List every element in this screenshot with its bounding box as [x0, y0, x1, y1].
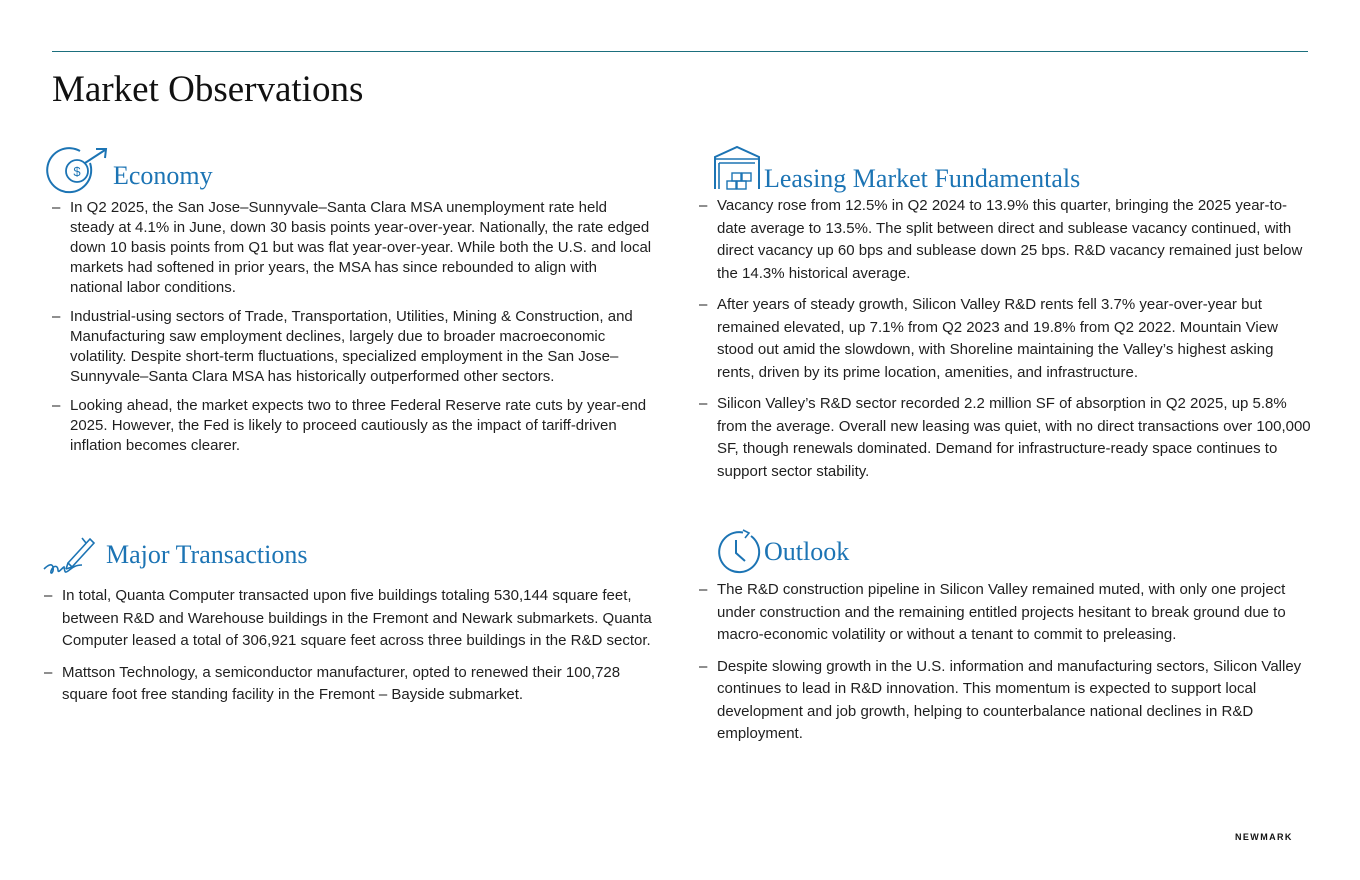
top-divider: [52, 51, 1308, 52]
list-item: – Mattson Technology, a semiconductor manufacturer, opted to renewed their 100,728 square foot free standing facility in the Fremont – Bayside submarket.: [44, 662, 654, 707]
list-item: – After years of steady growth, Silicon Valley R&D rents fell 3.7% year-over-year but remained elevated, up 7.1% from Q2 2023 and 19.8% from Q2 2022. Mountain View stood out amid the slowdown, with Shoreline maintaining the Valley’s highest asking rents, driven by its prime location, amenities, and infrastructure.: [699, 294, 1311, 384]
list-item: – In total, Quanta Computer transacted upon five buildings totaling 530,144 square feet, between R&D and Warehouse buildings in the Fremont and Newark submarkets. Quanta Computer leased a total of 306,921 square feet across three buildings in the R&D sector.: [44, 585, 654, 653]
transactions-title: Major Transactions: [106, 540, 308, 569]
warehouse-icon: [713, 145, 761, 191]
list-item: – Looking ahead, the market expects two to three Federal Reserve rate cuts by year-end 2025. However, the Fed is likely to proceed cautiously as the impact of tariff-driven inflation becomes clearer.: [52, 396, 652, 456]
signature-pen-icon: [42, 535, 98, 579]
dollar-growth-icon: [52, 147, 110, 195]
list-item: – Industrial-using sectors of Trade, Transportation, Utilities, Mining & Construction, and Manufacturing saw employment declines, largely due to broader macroeconomic volatility. Despite short-term fluctuations, specialized employment in the San Jose–Sunnyvale–Santa Clara MSA has historically outperformed other sectors.: [52, 307, 652, 387]
clock-icon: [715, 529, 761, 575]
list-item: – Silicon Valley’s R&D sector recorded 2.2 million SF of absorption in Q2 2025, up 5.8% from the average. Overall new leasing was quiet, with no direct transactions over 100,000 SF, though renewals dominated. Demand for infrastructure-ready space continues to support sector stability.: [699, 393, 1311, 483]
outlook-bullets: [699, 579, 1311, 755]
leasing-bullets: [699, 195, 1311, 492]
transactions-bullets: [44, 585, 654, 716]
outlook-title: Outlook: [764, 537, 850, 566]
list-item: – The R&D construction pipeline in Silicon Valley remained muted, with only one project under construction and the remaining entitled projects hesitant to break ground due to macro-economic volatility or without a tenant to commit to preleasing.: [699, 579, 1311, 647]
economy-title: Economy: [113, 161, 213, 190]
list-item: – In Q2 2025, the San Jose–Sunnyvale–Santa Clara MSA unemployment rate held steady at 4.1% in June, down 30 basis points year-over-year. Nationally, the rate edged down 10 basis points from Q1 but was flat year-over-year. While both the U.S. and local markets had softened in prior years, the MSA has since rebounded to align with national labor conditions.: [52, 198, 652, 298]
list-item: – Vacancy rose from 12.5% in Q2 2024 to 13.9% this quarter, bringing the 2025 year-to-date average to 13.5%. The split between direct and sublease vacancy continued, with direct vacancy up 60 bps and sublease down 25 bps. R&D vacancy remained just below the 14.3% historical average.: [699, 195, 1311, 285]
newmark-logo: NEWMARK: [1235, 832, 1293, 842]
page-title: Market Observations: [52, 69, 364, 110]
economy-bullets: [52, 198, 652, 465]
leasing-title: Leasing Market Fundamentals: [764, 164, 1081, 193]
list-item: – Despite slowing growth in the U.S. information and manufacturing sectors, Silicon Valley continues to lead in R&D innovation. This momentum is expected to support local development and job growth, helping to counterbalance national declines in R&D employment.: [699, 656, 1311, 746]
svg-text:$: $: [73, 164, 81, 179]
